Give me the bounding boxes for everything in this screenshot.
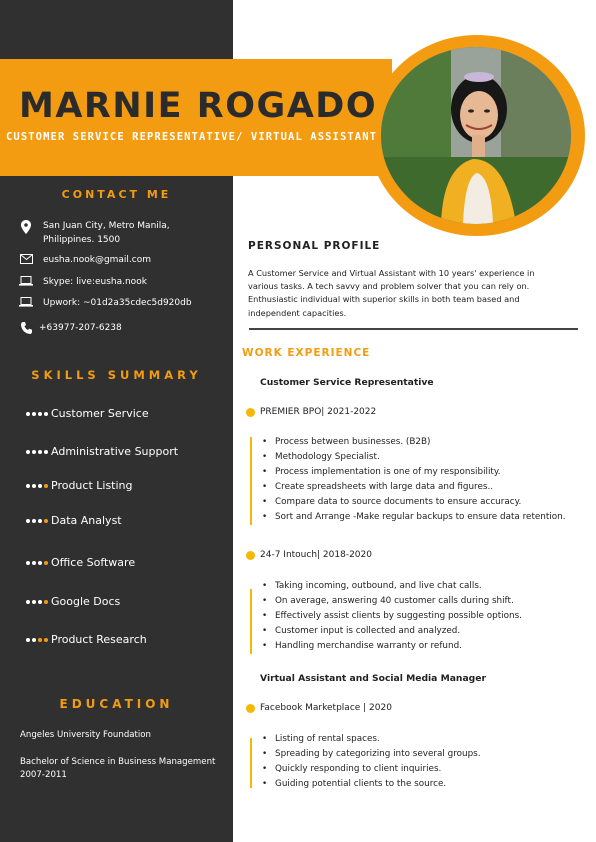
phone-text: +63977-207-6238: [39, 323, 122, 333]
timeline-line: [250, 589, 252, 654]
skill-level-dots: [26, 450, 48, 454]
skill-item: [26, 514, 122, 527]
section-divider: [249, 328, 578, 330]
list-item: • Sort and Arrange -Make regular backups to ensure data retention.: [262, 512, 566, 523]
education-school: Angeles University Foundation: [20, 730, 152, 740]
envelope-icon: [17, 253, 35, 264]
list-item: • Effectively assist clients by suggesting possible options.: [262, 611, 522, 622]
address-line-2: Philippines. 1500: [43, 235, 121, 245]
job-role-title: Virtual Assistant and Social Media Manager: [260, 673, 487, 684]
company-label: PREMIER BPO| 2021-2022: [260, 407, 377, 417]
phone-icon: [17, 321, 35, 334]
skill-label: Customer Service: [51, 407, 149, 420]
skill-level-dots: [26, 561, 48, 565]
profile-heading: PERSONAL PROFILE: [248, 240, 381, 252]
candidate-name: MARNIE ROGADO: [19, 86, 378, 126]
job-duties-list: [262, 579, 522, 654]
education-degree: Bachelor of Science in Business Management: [20, 757, 216, 767]
contact-phone: [17, 321, 122, 335]
timeline-dot-icon: [246, 551, 255, 560]
profile-photo: [381, 47, 571, 224]
skill-label: Google Docs: [51, 595, 121, 608]
list-item: • Create spreadsheets with large data and figures..: [262, 482, 494, 493]
skill-level-dots: [26, 600, 48, 604]
location-pin-icon: [17, 219, 35, 234]
company-entry: [246, 407, 376, 417]
skill-level-dots: [26, 638, 48, 642]
skill-item: [26, 479, 133, 492]
company-entry: [246, 703, 392, 713]
skill-label: Product Listing: [51, 479, 133, 492]
company-label: Facebook Marketplace | 2020: [260, 703, 392, 713]
laptop-icon: [17, 296, 35, 307]
profile-text: A Customer Service and Virtual Assistant with 10 years' experience in various tasks. A tech savvy and problem solver that you can rely on. Enthusiastic individual with superior skills in both team based and independent capacities.: [248, 268, 535, 318]
skill-item: [26, 633, 147, 646]
education-years: 2007-2011: [20, 770, 67, 780]
skill-item: [26, 407, 149, 420]
list-item: • Quickly responding to client inquiries.: [262, 764, 442, 775]
list-item: • Handling merchandise warranty or refund.: [262, 641, 462, 652]
skills-heading: SKILLS SUMMARY: [31, 368, 202, 382]
skill-level-dots: [26, 484, 48, 488]
list-item: • Methodology Specialist.: [262, 452, 380, 463]
list-item: • Process between businesses. (B2B): [262, 437, 431, 447]
list-item: • Customer input is collected and analyzed.: [262, 626, 461, 637]
job-role-title: Customer Service Representative: [260, 377, 434, 388]
contact-address: [17, 219, 170, 247]
skill-level-dots: [26, 412, 48, 416]
skill-label: Administrative Support: [51, 445, 179, 458]
contact-skype: [17, 275, 147, 289]
list-item: • Listing of rental spaces.: [262, 734, 380, 744]
timeline-line: [250, 738, 252, 788]
skype-text: Skype: live:eusha.nook: [43, 277, 147, 287]
skill-item: [26, 556, 135, 569]
list-item: • Spreading by categorizing into several groups.: [262, 749, 481, 760]
skill-label: Data Analyst: [51, 514, 122, 527]
job-title: CUSTOMER SERVICE REPRESENTATIVE/ VIRTUAL ASSISTANT: [6, 131, 378, 143]
job-duties-list: [262, 435, 566, 526]
laptop-icon: [17, 275, 35, 286]
contact-upwork: [17, 296, 192, 310]
skill-label: Office Software: [51, 556, 136, 569]
job-duties-list: [262, 732, 481, 792]
work-experience-heading: WORK EXPERIENCE: [242, 347, 371, 359]
list-item: • Guiding potential clients to the source.: [262, 779, 447, 790]
list-item: • On average, answering 40 customer calls during shift.: [262, 596, 514, 607]
contact-email: [17, 253, 151, 267]
list-item: • Compare data to source documents to ensure accuracy.: [262, 497, 522, 508]
skill-label: Product Research: [51, 633, 147, 646]
upwork-text: Upwork: ~01d2a35cdec5d920db: [43, 298, 192, 308]
timeline-line: [250, 437, 252, 525]
skill-item: [26, 595, 120, 608]
list-item: • Process implementation is one of my responsibility.: [262, 467, 501, 478]
timeline-dot-icon: [246, 408, 255, 417]
email-text: eusha.nook@gmail.com: [43, 255, 152, 265]
list-item: • Taking incoming, outbound, and live chat calls.: [262, 581, 482, 591]
skill-item: [26, 445, 178, 458]
skill-level-dots: [26, 519, 48, 523]
address-line-1: San Juan City, Metro Manila,: [43, 221, 170, 231]
contact-heading: CONTACT ME: [61, 188, 172, 201]
company-entry: [246, 550, 372, 560]
company-label: 24-7 Intouch| 2018-2020: [260, 550, 372, 560]
timeline-dot-icon: [246, 704, 255, 713]
education-heading: EDUCATION: [59, 697, 174, 711]
